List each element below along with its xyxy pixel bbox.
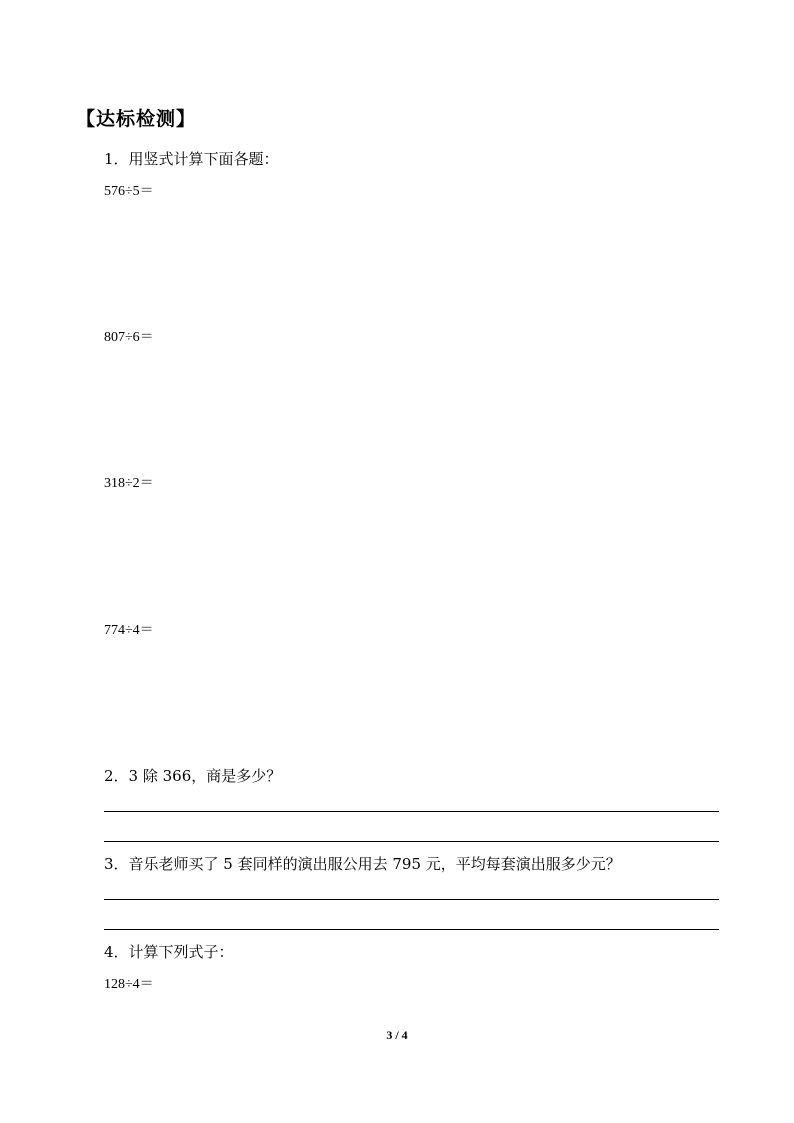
question-1-expression-4: 774÷4＝ [104,623,154,638]
question-1-expression-2: 807÷6＝ [104,330,154,345]
question-1-expression-3: 318÷2＝ [104,476,154,491]
answer-line[interactable] [104,811,719,812]
question-4-expression-1: 128÷4＝ [104,977,154,992]
page-number: 3 / 4 [386,1028,408,1042]
section-title: 【达标检测】 [76,108,197,130]
question-3-prompt: 3．音乐老师买了 5 套同样的演出服公用去 795 元，平均每套演出服多少元？ [104,855,621,873]
question-1-prompt: 1．用竖式计算下面各题： [104,150,279,168]
question-4-prompt: 4．计算下列式子： [104,943,234,961]
answer-line[interactable] [104,899,719,900]
answer-line[interactable] [104,841,719,842]
answer-line[interactable] [104,929,719,930]
question-2-prompt: 2．3 除 366，商是多少？ [104,767,282,785]
question-1-expression-1: 576÷5＝ [104,184,154,199]
